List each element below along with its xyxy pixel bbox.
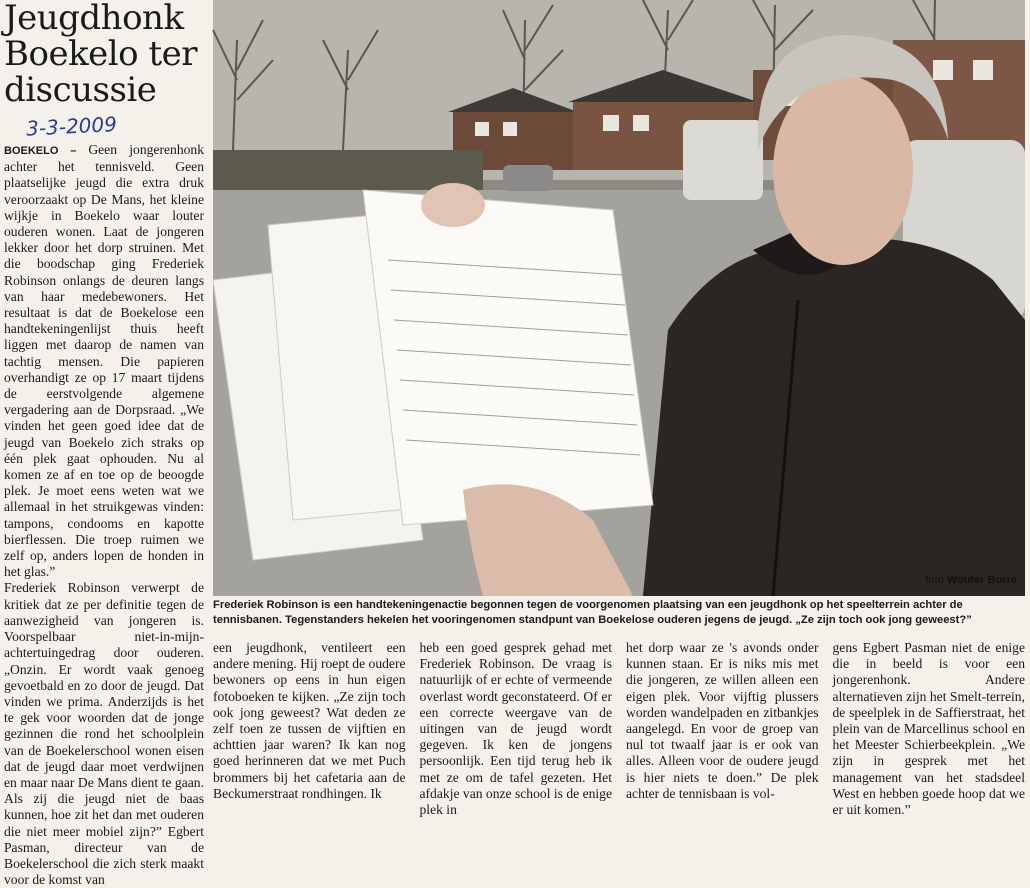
- photo-caption: Frederiek Robinson is een handtekeningenactie begonnen tegen de voorgenomen plaatsing van een jeugdhonk op het speelterrein achter de tennisbanen. Tegenstanders hekelen het vooringenomen standpunt van Boekelose ouderen jegens de jeugd. „Ze zijn toch ook jong geweest?”: [213, 599, 972, 626]
- article-column: gens Egbert Pasman niet de enige die in beeld is voor een jongerenhonk. Andere alternatieven zijn het Smelt-terrein, de speelplek in de Saffierstraat, het plein van de Marcellinus school en het Meester Schierbeekplein. „We zijn in gesprek met het management van het stadsdeel West en hebben goede hoop dat we er uit komen.”: [832, 640, 1025, 818]
- headline: Jeugdhonk Boekelo ter discussie: [4, 0, 197, 110]
- news-photo: [213, 0, 1025, 596]
- paragraph-2: Frederiek Robinson verwerpt de kritiek dat ze per definitie tegen de aanwezigheid van jongeren is. Voorspelbaar niet-in-mijn-achtertuingedrag door ouderen. „Onzin. Er wordt vaak genoeg gevoetbald en zo door de jeugd. Dat vinden we prima. Anderzijds is het te gek voor woorden dat de jonge gezinnen die rond het schoolplein van de Boekelerschool wonen eisen dat de jeugd daar moet verdwijnen en maar naar De Mans dient te gaan. Als zij die jeugd niet de baas kunnen, hoe zit het dan met ouderen die niet meer mobiel zijn?” Egbert Pasman, directeur van de Boekelerschool die zich sterk maakt voor de komst van: [4, 580, 204, 888]
- lead-paragraph: BOEKELO – Geen jongerenhonk achter het tennisveld. Geen plaatselijke jeugd die extra druk veroorzaakt op De Mans, het kleine wijkje in Boekelo waar louter ouderen wonen. Laat de jongeren lekker door het dorp struinen. Met die boodschap ging Frederiek Robinson onlangs de deuren langs van haar medebewoners. Het resultaat is dat de Boekelose een handtekeningenlijst thuis heeft liggen met daarop de namen van tachtig mensen. Die papieren overhandigt ze op 17 maart tijdens de eerstvolgende algemene vergadering aan de Dorpsraad. „We vinden het geen goed idee dat de jeugd van Boekelo zich straks op één plek gaat ophouden. Nu al komen ze af en toe op de beoogde plek. Je moet eens weten wat we allemaal in het struikgewas vinden: tampons, condooms en kapotte bierflessen. Die troep ruimen we zelf op, anders lopen de honden in het glas.”: [4, 142, 205, 580]
- dateline: BOEKELO –: [4, 145, 89, 157]
- article-body: [4, 142, 204, 888]
- article-column: het dorp waar ze 's avonds onder kunnen staan. Er is niks mis met die jongeren, ze willen alleen een eigen plek. Voor vijftig plussers worden wandelpaden en zitbankjes aangelegd. En voor de groep van nul tot twaalf jaar is er ook van alles. Alleen voor de oudere jeugd is hier niets te doen.” De plek achter de tennisbaan is vol-: [626, 640, 819, 801]
- left-column: [4, 0, 205, 888]
- bottom-columns: [213, 640, 1025, 818]
- article-column: heb een goed gesprek gehad met Frederiek Robinson. De vraag is natuurlijk of er echte of vermeende overlast wordt geconstateerd. Of er een correcte weergave van de uitingen van de jeugd wordt gegeven. Ik ken de jongens persoonlijk. Een tijd terug heb ik met ze om de tafel gezeten. Het afdakje van onze school is de enige plek in: [419, 640, 613, 818]
- photo-illustration: [213, 0, 1025, 596]
- photo-credit: foto Wouter Borre: [925, 574, 1017, 586]
- handwritten-date: 3-3-2009: [25, 111, 118, 141]
- article-column: een jeugdhonk, ventileert een andere mening. Hij roept de oudere bewoners op eens in hun eigen fotoboeken te kijken. „Ze zijn toch ook jong geweest? Wat deden ze zelf toen ze tussen de vijftien en achttien jaar waren? Ik kan nog goed herinneren dat we met Puch brommers bij het cafetaria aan de Beckumerstraat rondhingen. Ik: [213, 640, 406, 801]
